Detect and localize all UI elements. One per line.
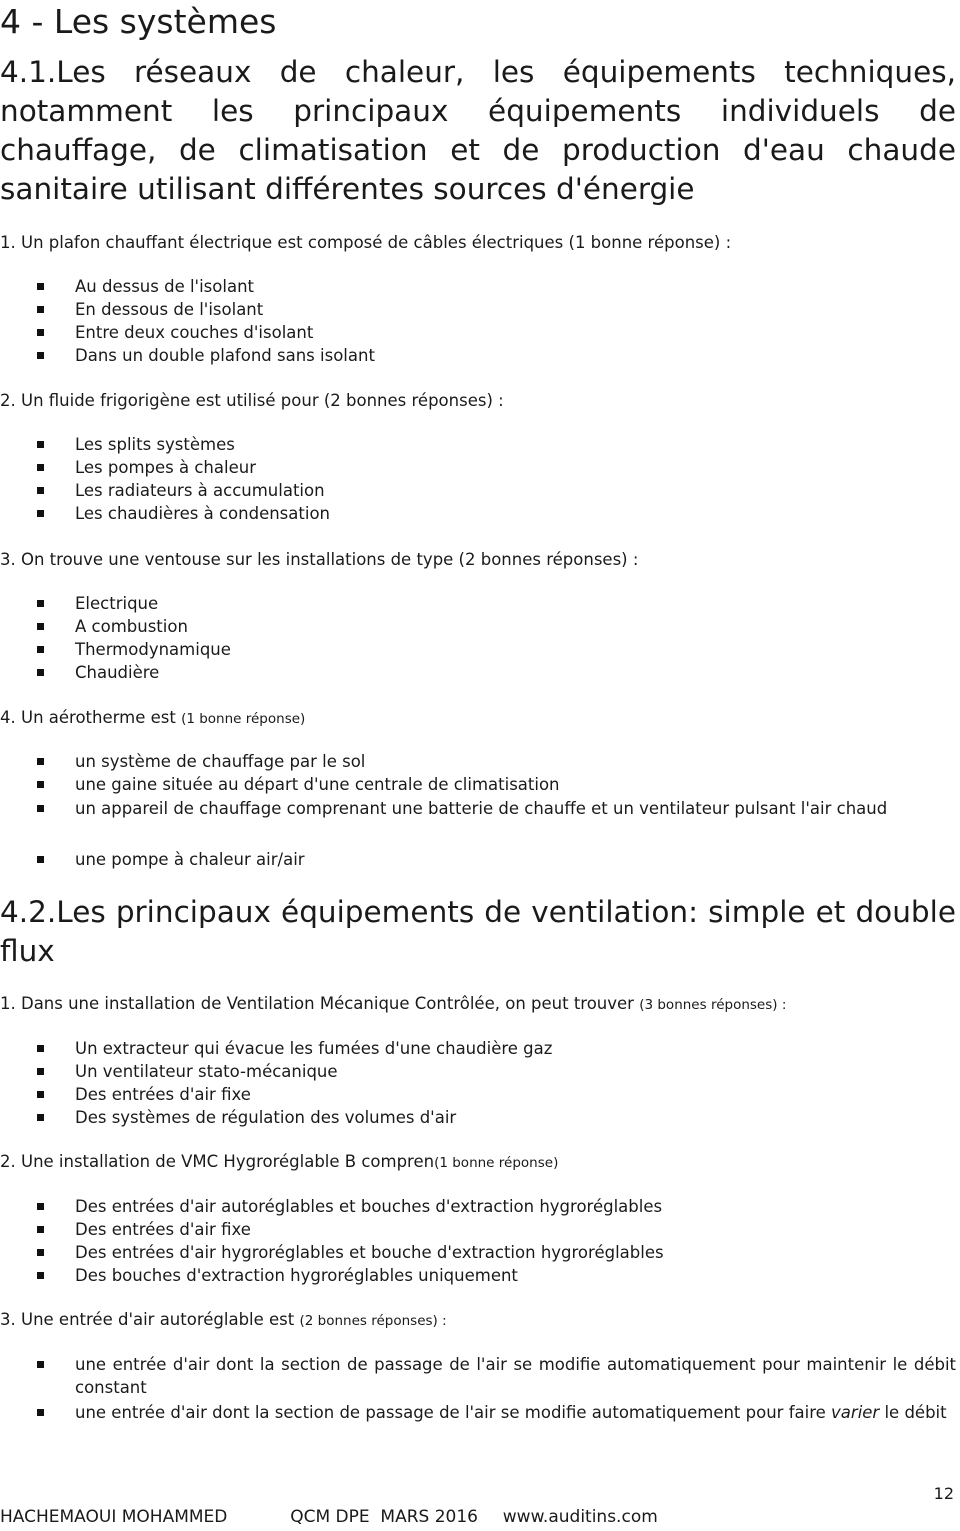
square-bullet-icon xyxy=(37,856,44,863)
square-bullet-icon xyxy=(37,1409,44,1416)
option-1-3-b: A combustion xyxy=(75,617,188,636)
square-bullet-icon xyxy=(37,1045,44,1052)
square-bullet-icon xyxy=(37,758,44,765)
question-1-2: 2. Un fluide frigorigène est utilisé pour (2 bonnes réponses) : xyxy=(0,391,504,410)
square-bullet-icon xyxy=(37,646,44,653)
option-2-2-b: Des entrées d'air fixe xyxy=(75,1220,251,1239)
option-2-1-b: Un ventilateur stato-mécanique xyxy=(75,1062,338,1081)
option-1-3-d: Chaudière xyxy=(75,663,160,682)
square-bullet-icon xyxy=(37,510,44,517)
option-2-1-c: Des entrées d'air fixe xyxy=(75,1085,251,1104)
square-bullet-icon xyxy=(37,1226,44,1233)
question-1-3: 3. On trouve une ventouse sur les installations de type (2 bonnes réponses) : xyxy=(0,550,639,569)
square-bullet-icon xyxy=(37,1068,44,1075)
footer-doc: QCM DPE MARS 2016 xyxy=(290,1507,478,1527)
section-heading-4-1: 4.1.Les réseaux de chaleur, les équipements techniques, notamment les principaux équipements individuels de chauffage, de climatisation et de production d'eau chaude sanitaire utilisant différentes sources d'énergie xyxy=(0,55,956,206)
option-2-1-a: Un extracteur qui évacue les fumées d'une chaudière gaz xyxy=(75,1039,553,1058)
option-text: une entrée d'air dont la section de passage de l'air se modifie automatiquement pour faire xyxy=(75,1403,826,1422)
section-heading-4-2: 4.2.Les principaux équipements de ventilation: simple et double flux xyxy=(0,895,956,968)
square-bullet-icon xyxy=(37,805,44,812)
question-1-1: 1. Un plafon chauffant électrique est composé de câbles électriques (1 bonne réponse) : xyxy=(0,233,732,252)
option-1-4-c: un appareil de chauffage comprenant une batterie de chauffe et un ventilateur pulsant l'air chaud xyxy=(75,799,888,818)
question-2-3 xyxy=(0,1309,447,1332)
square-bullet-icon xyxy=(37,1091,44,1098)
footer xyxy=(0,1506,658,1528)
option-1-4-d: une pompe à chaleur air/air xyxy=(75,850,305,869)
square-bullet-icon xyxy=(37,1249,44,1256)
square-bullet-icon xyxy=(37,623,44,630)
answer-count-note: (3 bonnes réponses) : xyxy=(639,997,787,1013)
option-1-3-c: Thermodynamique xyxy=(75,640,231,659)
question-text: 3. Une entrée d'air autoréglable est xyxy=(0,1310,295,1329)
option-1-1-b: En dessous de l'isolant xyxy=(75,300,264,319)
page-number: 12 xyxy=(933,1484,954,1503)
question-text: 4. Un aérotherme est xyxy=(0,708,176,727)
square-bullet-icon xyxy=(37,283,44,290)
square-bullet-icon xyxy=(37,1272,44,1279)
option-2-3-b xyxy=(75,1401,956,1424)
answer-count-note: (1 bonne réponse) xyxy=(181,711,306,727)
option-2-2-a: Des entrées d'air autoréglables et bouches d'extraction hygroréglables xyxy=(75,1197,663,1216)
option-1-3-a: Electrique xyxy=(75,594,159,613)
option-text-end: le débit xyxy=(884,1403,947,1422)
page-title: 4 - Les systèmes xyxy=(0,2,277,41)
option-1-4-a: un système de chauffage par le sol xyxy=(75,752,366,771)
square-bullet-icon xyxy=(37,464,44,471)
option-2-2-c: Des entrées d'air hygroréglables et bouche d'extraction hygroréglables xyxy=(75,1243,664,1262)
question-2-1 xyxy=(0,993,786,1016)
question-text: 1. Dans une installation de Ventilation Mécanique Contrôlée, on peut trouver xyxy=(0,994,634,1013)
question-1-4 xyxy=(0,707,305,730)
option-1-2-b: Les pompes à chaleur xyxy=(75,458,256,477)
square-bullet-icon xyxy=(37,1361,44,1368)
square-bullet-icon xyxy=(37,306,44,313)
square-bullet-icon xyxy=(37,441,44,448)
square-bullet-icon xyxy=(37,600,44,607)
option-2-2-d: Des bouches d'extraction hygroréglables uniquement xyxy=(75,1266,518,1285)
question-text: 2. Une installation de VMC Hygroréglable B compren xyxy=(0,1152,435,1171)
option-2-1-d: Des systèmes de régulation des volumes d'air xyxy=(75,1108,457,1127)
option-1-2-d: Les chaudières à condensation xyxy=(75,504,330,523)
footer-author: HACHEMAOUI MOHAMMED xyxy=(0,1507,228,1527)
option-1-2-c: Les radiateurs à accumulation xyxy=(75,481,325,500)
square-bullet-icon xyxy=(37,329,44,336)
square-bullet-icon xyxy=(37,352,44,359)
option-1-1-c: Entre deux couches d'isolant xyxy=(75,323,314,342)
option-emphasis: varier xyxy=(831,1403,880,1422)
question-2-2 xyxy=(0,1151,558,1174)
square-bullet-icon xyxy=(37,669,44,676)
footer-site[interactable]: www.auditins.com xyxy=(502,1507,658,1527)
option-1-2-a: Les splits systèmes xyxy=(75,435,235,454)
answer-count-note: (1 bonne réponse) xyxy=(434,1155,559,1171)
square-bullet-icon xyxy=(37,781,44,788)
square-bullet-icon xyxy=(37,1114,44,1121)
option-1-1-a: Au dessus de l'isolant xyxy=(75,277,254,296)
square-bullet-icon xyxy=(37,487,44,494)
option-2-3-a: une entrée d'air dont la section de passage de l'air se modifie automatiquement pour maintenir le débit constant xyxy=(75,1355,956,1397)
answer-count-note: (2 bonnes réponses) : xyxy=(299,1313,447,1329)
option-1-1-d: Dans un double plafond sans isolant xyxy=(75,346,375,365)
option-1-4-b: une gaine située au départ d'une centrale de climatisation xyxy=(75,775,560,794)
square-bullet-icon xyxy=(37,1203,44,1210)
